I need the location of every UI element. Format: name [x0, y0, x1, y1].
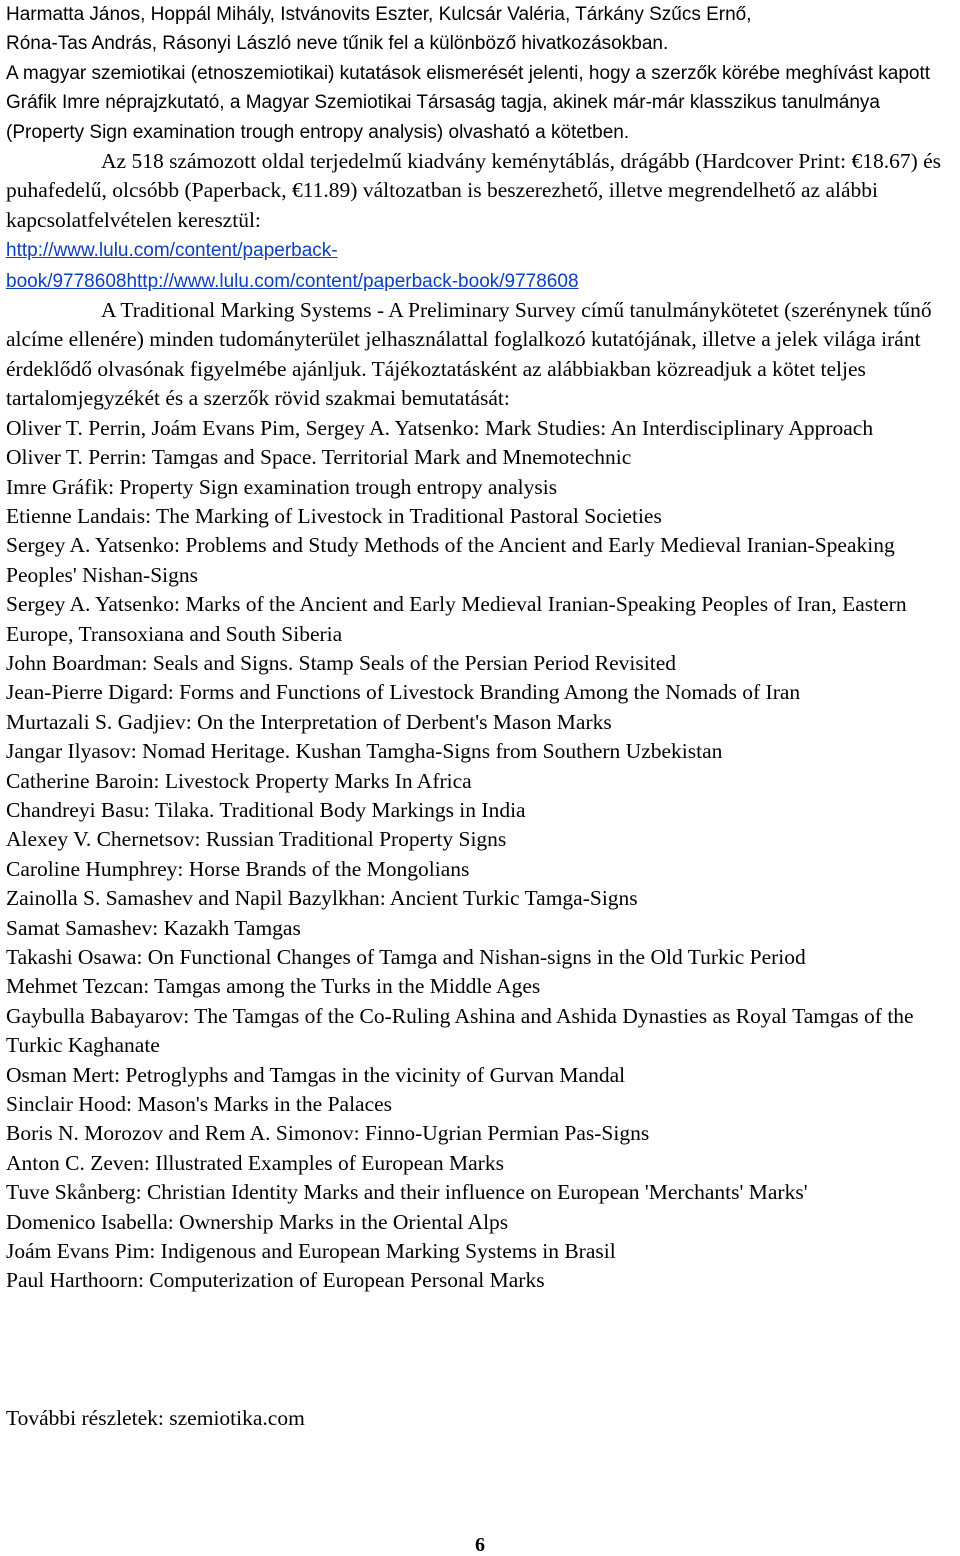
lulu-link-line-2 — [6, 266, 958, 296]
toc-item: Joám Evans Pim: Indigenous and European Marking Systems in Brasil — [6, 1239, 616, 1264]
intro-paragraph: A magyar szemiotikai (etnoszemiotikai) kutatások elismerését jelenti, hogy a szerzők körébe meghívást kapott Gráfik Imre néprajzkutató, a Magyar Szemiotikai Társaság tagja, akinek már-már klasszikus tanulmánya (Property Sign examination trough entropy analysis) olvasható a kötetben. — [6, 62, 931, 143]
toc-item: Osman Mert: Petroglyphs and Tamgas in the vicinity of Gurvan Mandal — [6, 1062, 626, 1087]
toc-item: Oliver T. Perrin, Joám Evans Pim, Sergey A. Yatsenko: Mark Studies: An Interdisciplinary Approach — [6, 415, 874, 440]
toc-item: Sergey A. Yatsenko: Problems and Study Methods of the Ancient and Early Medieval Iranian-Speaking Peoples' Nishan-Signs — [6, 533, 895, 587]
toc-item: Alexey V. Chernetsov: Russian Traditional Property Signs — [6, 827, 507, 852]
toc-item: Domenico Isabella: Ownership Marks in the Oriental Alps — [6, 1209, 509, 1234]
recommendation-paragraph: A Traditional Marking Systems - A Preliminary Survey című tanulmánykötetet (szerénynek tűnő alcíme ellenére) minden tudományterület jelhasználattal foglalkozó kutatójának, illetve a jelek világa iránt érdeklődő olvasónak figyelmébe ajánljuk. Tájékoztatásként az alábbiakban közreadjuk a kötet teljes tartalomjegyzékét és a szerzők rövid szakmai bemutatását: — [6, 298, 932, 411]
toc-item: Imre Gráfik: Property Sign examination trough entropy analysis — [6, 474, 558, 499]
toc-item: Zainolla S. Samashev and Napil Bazylkhan: Ancient Turkic Tamga-Signs — [6, 886, 638, 911]
page-number: 6 — [475, 1534, 485, 1556]
toc-item: Catherine Baroin: Livestock Property Marks In Africa — [6, 768, 472, 793]
toc-item: Sinclair Hood: Mason's Marks in the Palaces — [6, 1092, 393, 1117]
toc-item: Tuve Skånberg: Christian Identity Marks and their influence on European 'Merchants' Marks' — [6, 1180, 808, 1205]
toc-item: Murtazali S. Gadjiev: On the Interpretation of Derbent's Mason Marks — [6, 709, 612, 734]
toc-item: Samat Samashev: Kazakh Tamgas — [6, 915, 301, 940]
toc-item: Gaybulla Babayarov: The Tamgas of the Co-Ruling Ashina and Ashida Dynasties as Royal Tamgas of the Turkic Kaghanate — [6, 1003, 914, 1058]
toc-item: Paul Harthoorn: Computerization of European Personal Marks — [6, 1268, 545, 1293]
toc-item: Chandreyi Basu: Tilaka. Traditional Body Markings in India — [6, 797, 526, 822]
toc-item: Caroline Humphrey: Horse Brands of the Mongolians — [6, 856, 470, 881]
toc-item: Anton C. Zeven: Illustrated Examples of European Marks — [6, 1150, 504, 1175]
toc-item: Takashi Osawa: On Functional Changes of Tamga and Nishan-signs in the Old Turkic Period — [6, 945, 806, 969]
toc-item: Jangar Ilyasov: Nomad Heritage. Kushan Tamgha-Signs from Southern Uzbekistan — [6, 739, 723, 764]
table-of-contents — [6, 414, 958, 1296]
lulu-link-part-2[interactable]: book/9778608http://www.lulu.com/content/paperback-book/9778608 — [6, 270, 579, 292]
toc-item: Jean-Pierre Digard: Forms and Functions of Livestock Branding Among the Nomads of Iran — [6, 680, 801, 705]
toc-item: Etienne Landais: The Marking of Livestock in Traditional Pastoral Societies — [6, 503, 662, 528]
toc-item: Sergey A. Yatsenko: Marks of the Ancient and Early Medieval Iranian-Speaking Peoples of Iran, Eastern Europe, Transoxiana and South Siberia — [6, 592, 907, 646]
intro-line-1: Harmatta János, Hoppál Mihály, Istvánovits Eszter, Kulcsár Valéria, Tárkány Szűcs Ernő, — [6, 4, 752, 25]
document-page — [6, 0, 958, 1296]
intro-line-2: Róna-Tas András, Rásonyi László neve tűnik fel a különböző hivatkozásokban. — [6, 33, 669, 55]
toc-item: Boris N. Morozov and Rem A. Simonov: Finno-Ugrian Permian Pas-Signs — [6, 1121, 650, 1146]
toc-item: Mehmet Tezcan: Tamgas among the Turks in the Middle Ages — [6, 974, 541, 999]
lulu-link-line-1 — [6, 235, 958, 265]
lulu-link-part-1[interactable]: http://www.lulu.com/content/paperback- — [6, 240, 338, 262]
edition-paragraph: Az 518 számozott oldal terjedelmű kiadvány keménytáblás, drágább (Hardcover Print: €18.67) és puhafedelű, olcsóbb (Paperback, €11.89) változatban is beszerezhető, illetve megrendelhető az alábbi kapcsolatfelvételen keresztül: — [6, 149, 942, 232]
toc-item: John Boardman: Seals and Signs. Stamp Seals of the Persian Period Revisited — [6, 650, 677, 675]
toc-item: Oliver T. Perrin: Tamgas and Space. Territorial Mark and Mnemotechnic — [6, 445, 632, 470]
further-details-text: További részletek: szemiotika.com — [6, 1406, 305, 1430]
